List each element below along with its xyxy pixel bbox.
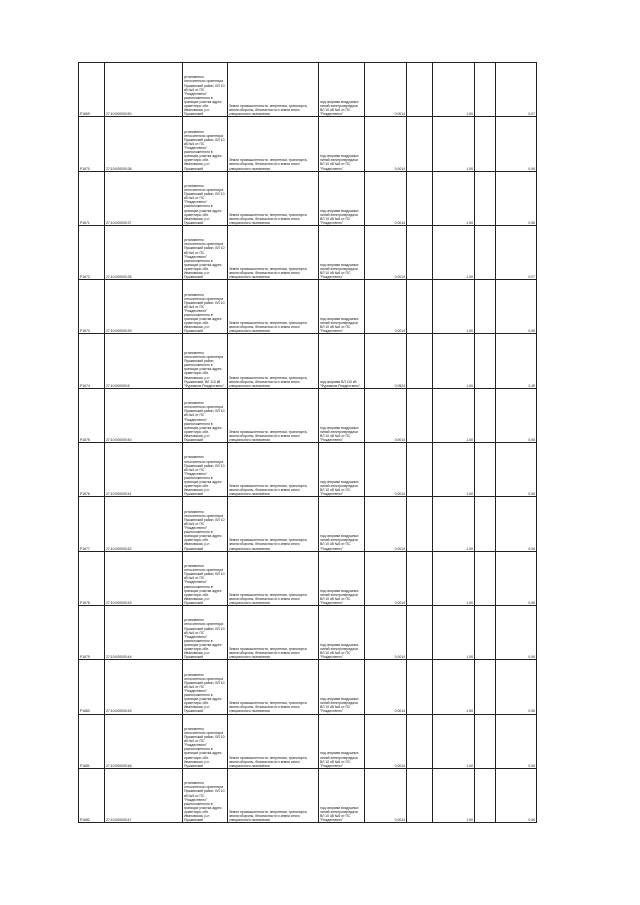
plot-id-cell [79, 334, 105, 388]
cadastral-number: 27:10:000000:38 [106, 166, 132, 171]
amount-cell [496, 443, 537, 497]
cadastral-number-cell [105, 443, 183, 497]
plot-id-cell [79, 714, 105, 768]
location-text: установлено относительно ориентира Пушкинский район, ВЛ 10 кВ №6 от ПС "Рождествено" расположенного в границах участка адрес ориентира: обл. Ивановская, р-н Пушкинский [184, 238, 225, 280]
cadastral-number: 27:10:000000:50 [106, 112, 132, 117]
permitted-use: под опорами воздушных линий электропередачи ВЛ 10 кВ №6 от ПС "Рождествено" [320, 425, 359, 442]
empty-cell [407, 334, 433, 388]
area-value: 0,0014 [394, 220, 405, 225]
location-text: установлено относительно ориентира Пушкинский район, ВЛ 10 кВ №6 от ПС "Рождествено" расположенного в границах участка адрес ориентира: обл. Ивановская, р-н Пушкинский [184, 509, 225, 551]
table-row [79, 171, 537, 225]
amount-value: 0,07 [528, 275, 535, 280]
plot-id-cell [79, 605, 105, 659]
location-cell [183, 605, 228, 659]
area-cell [365, 714, 407, 768]
plot-id-cell [79, 280, 105, 334]
area-value: 0,0014 [394, 166, 405, 171]
area-cell [365, 388, 407, 442]
plot-id: Р1669 [80, 112, 90, 117]
empty-cell [475, 117, 496, 171]
location-text: установлено относительно ориентира Пушкинский район, расположенного в границах участка адрес ориентира: обл. Ивановская, р-н Пушкинский, ВЛ 110 кВ "Фурманов-Рождествено" [184, 350, 225, 388]
table-row [79, 660, 537, 714]
empty-cell [407, 768, 433, 822]
amount-value: 0,06 [528, 709, 535, 714]
plot-id-cell [79, 443, 105, 497]
cadastral-number-cell [105, 63, 183, 117]
rate-cell [433, 660, 475, 714]
table-row [79, 388, 537, 442]
plot-id: Р1680 [80, 709, 90, 714]
empty-cell [475, 605, 496, 659]
table-body [79, 63, 537, 823]
cadastral-number-cell [105, 605, 183, 659]
empty-cell [475, 714, 496, 768]
empty-cell [407, 497, 433, 551]
amount-value: 0,06 [528, 763, 535, 768]
rate-value: 1,50 [466, 112, 473, 117]
rate-cell [433, 63, 475, 117]
table-row [79, 225, 537, 279]
land-category-cell [228, 768, 319, 822]
rate-cell [433, 171, 475, 225]
permitted-use-cell [319, 225, 365, 279]
location-text: установлено относительно ориентира Пушкинский район, ВЛ 10 кВ №6 от ПС "Рождествено" расположенного в границах участка адрес ориентира: обл. Ивановская, р-н Пушкинский [184, 129, 225, 171]
cadastral-number-cell [105, 388, 183, 442]
cadastral-number-cell [105, 334, 183, 388]
cadastral-number: 27:10:000000:37 [106, 220, 132, 225]
location-text: установлено относительно ориентира Пушкинский район, ВЛ 10 кВ №6 от ПС "Рождествено" расположенного в границах участка адрес ориентира: обл. Ивановская, р-н Пушкинский [184, 618, 225, 660]
plot-id: Р1673 [80, 329, 90, 334]
cadastral-number-cell [105, 660, 183, 714]
plot-id-cell [79, 768, 105, 822]
land-category: Земли промышленности, энергетики, транспорта, земли обороны, безопасности и земли иного специального назначения [229, 538, 308, 551]
plot-id: Р1671 [80, 220, 90, 225]
amount-cell [496, 334, 537, 388]
plot-id-cell [79, 117, 105, 171]
permitted-use-cell [319, 171, 365, 225]
land-category-cell [228, 443, 319, 497]
location-cell [183, 334, 228, 388]
land-category: Земли промышленности, энергетики, транспорта, земли обороны, безопасности и земли иного специального назначения [229, 592, 308, 605]
plot-id: Р1678 [80, 600, 90, 605]
land-plots-table [78, 62, 537, 823]
permitted-use-cell [319, 768, 365, 822]
amount-cell [496, 768, 537, 822]
cadastral-number-cell [105, 768, 183, 822]
empty-cell [407, 551, 433, 605]
permitted-use: под опорами ВЛ 110 кВ "Фурманов-Рождествено" [320, 379, 361, 388]
land-category: Земли промышленности, энергетики, транспорта, земли обороны, безопасности и земли иного специального назначения [229, 375, 308, 388]
area-value: 0,0014 [394, 492, 405, 497]
land-category-cell [228, 225, 319, 279]
cadastral-number-cell [105, 280, 183, 334]
location-cell [183, 497, 228, 551]
area-cell [365, 280, 407, 334]
permitted-use-cell [319, 388, 365, 442]
plot-id-cell [79, 63, 105, 117]
cadastral-number: 27:10:000000:36 [106, 275, 132, 280]
location-text: установлено относительно ориентира Пушкинский район, ВЛ 10 кВ №6 от ПС "Рождествено" расположенного в границах участка адрес ориентира: обл. Ивановская, р-н Пушкинский [184, 726, 225, 768]
location-cell [183, 171, 228, 225]
plot-id: Р1682 [80, 818, 90, 823]
empty-cell [407, 714, 433, 768]
plot-id: Р1676 [80, 492, 90, 497]
table-row [79, 63, 537, 117]
table-row [79, 334, 537, 388]
land-category: Земли промышленности, энергетики, транспорта, земли обороны, безопасности и земли иного специального назначения [229, 809, 308, 823]
cadastral-number-cell [105, 171, 183, 225]
amount-value: 2,49 [528, 383, 535, 388]
table-row [79, 443, 537, 497]
plot-id-cell [79, 551, 105, 605]
land-category-cell [228, 714, 319, 768]
plot-id-cell [79, 660, 105, 714]
land-category: Земли промышленности, энергетики, транспорта, земли обороны, безопасности и земли иного специального назначения [229, 755, 308, 768]
amount-value: 0,06 [528, 492, 535, 497]
permitted-use: под опорами воздушных линий электропередачи ВЛ 10 кВ №6 от ПС "Рождествено" [320, 588, 359, 605]
permitted-use-cell [319, 63, 365, 117]
empty-cell [475, 334, 496, 388]
table-row [79, 605, 537, 659]
empty-cell [475, 225, 496, 279]
area-value: 0,0524 [394, 383, 405, 388]
land-category-cell [228, 551, 319, 605]
area-cell [365, 63, 407, 117]
area-cell [365, 605, 407, 659]
empty-cell [475, 660, 496, 714]
plot-id: Р1677 [80, 546, 90, 551]
amount-value: 0,06 [528, 329, 535, 334]
amount-cell [496, 605, 537, 659]
amount-value: 0,06 [528, 220, 535, 225]
amount-cell [496, 63, 537, 117]
location-text: установлено относительно ориентира Пушкинский район, ВЛ 10 кВ №6 от ПС "Рождествено" расположенного в границах участка адрес ориентира: обл. Ивановская, р-н Пушкинский [184, 564, 225, 605]
location-cell [183, 280, 228, 334]
area-cell [365, 225, 407, 279]
empty-cell [475, 63, 496, 117]
area-value: 0,0014 [394, 546, 405, 551]
land-category-cell [228, 660, 319, 714]
area-value: 0,0014 [394, 329, 405, 334]
table-row [79, 551, 537, 605]
empty-cell [407, 63, 433, 117]
area-value: 0,0014 [394, 818, 405, 823]
location-cell [183, 225, 228, 279]
cadastral-number-cell [105, 117, 183, 171]
table-row [79, 497, 537, 551]
land-category-cell [228, 280, 319, 334]
amount-cell [496, 551, 537, 605]
rate-value: 1,50 [466, 709, 473, 714]
rate-cell [433, 768, 475, 822]
permitted-use: под опорами воздушных линий электропередачи ВЛ 10 кВ №6 от ПС "Рождествено" [320, 480, 359, 497]
plot-id: Р1679 [80, 655, 90, 660]
land-category-cell [228, 605, 319, 659]
table-row [79, 714, 537, 768]
amount-value: 0,06 [528, 437, 535, 442]
permitted-use: под опорами воздушных линий электропередачи ВЛ 10 кВ №6 от ПС "Рождествено" [320, 642, 359, 660]
amount-value: 0,07 [528, 112, 535, 117]
location-text: установлено относительно ориентира Пушкинский район, ВЛ 10 кВ №6 от ПС "Рождествено" расположенного в границах участка адрес ориентира: обл. Ивановская, р-н Пушкинский [184, 183, 225, 225]
rate-cell [433, 117, 475, 171]
location-text: установлено относительно ориентира Пушкинский район, ВЛ 10 кВ №6 от ПС "Рождествено" расположенного в границах участка адрес ориентира: обл. Ивановская, р-н Пушкинский [184, 401, 225, 442]
plot-id: Р1675 [80, 437, 90, 442]
area-cell [365, 497, 407, 551]
permitted-use: под опорами воздушных линий электропередачи ВЛ 10 кВ №6 от ПС "Рождествено" [320, 751, 359, 768]
rate-value: 1,50 [466, 492, 473, 497]
permitted-use-cell [319, 334, 365, 388]
permitted-use-cell [319, 497, 365, 551]
permitted-use: под опорами воздушных линий электропередачи ВЛ 10 кВ №6 от ПС "Рождествено" [320, 317, 359, 334]
rate-value: 1,50 [466, 383, 473, 388]
plot-id-cell [79, 388, 105, 442]
permitted-use: под опорами воздушных линий электропередачи ВЛ 10 кВ №6 от ПС "Рождествено" [320, 534, 359, 551]
land-category: Земли промышленности, энергетики, транспорта, земли обороны, безопасности и земли иного специального назначения [229, 429, 308, 442]
plot-id-cell [79, 497, 105, 551]
empty-cell [407, 605, 433, 659]
permitted-use: под опорами воздушных линий электропередачи ВЛ 10 кВ №6 от ПС "Рождествено" [320, 154, 359, 171]
permitted-use: под опорами воздушных линий электропередачи ВЛ 10 кВ №6 от ПС "Рождествено" [320, 805, 359, 823]
land-category-cell [228, 388, 319, 442]
cadastral-number: 27:10:000000:41 [106, 492, 132, 497]
empty-cell [475, 551, 496, 605]
amount-value: 0,06 [528, 166, 535, 171]
plot-id-cell [79, 225, 105, 279]
rate-cell [433, 714, 475, 768]
land-category-cell [228, 497, 319, 551]
rate-value: 1,50 [466, 220, 473, 225]
area-value: 0,0014 [394, 275, 405, 280]
location-cell [183, 551, 228, 605]
plot-id: Р1672 [80, 275, 90, 280]
amount-value: 0,06 [528, 546, 535, 551]
area-cell [365, 117, 407, 171]
area-cell [365, 443, 407, 497]
amount-cell [496, 660, 537, 714]
location-text: установлено относительно ориентира Пушкинский район, ВЛ 10 кВ №6 от ПС "Рождествено" расположенного в границах участка адрес ориентира: обл. Ивановская, р-н Пушкинский [184, 75, 225, 117]
cadastral-number-cell [105, 551, 183, 605]
location-text: установлено относительно ориентира Пушкинский район, ВЛ 10 кВ №6 от ПС "Рождествено" расположенного в границах участка адрес ориентира: обл. Ивановская, р-н Пушкинский [184, 455, 225, 497]
rate-value: 1,50 [466, 546, 473, 551]
area-value: 0,0014 [394, 763, 405, 768]
land-category: Земли промышленности, энергетики, транспорта, земли обороны, безопасности и земли иного специального назначения [229, 104, 308, 117]
area-cell [365, 334, 407, 388]
area-cell [365, 171, 407, 225]
land-category: Земли промышленности, энергетики, транспорта, земли обороны, безопасности и земли иного специального назначения [229, 158, 308, 171]
amount-cell [496, 714, 537, 768]
cadastral-number: 27:10:000000:42 [106, 546, 132, 551]
empty-cell [407, 171, 433, 225]
permitted-use-cell [319, 714, 365, 768]
rate-value: 1,50 [466, 818, 473, 823]
rate-cell [433, 280, 475, 334]
cadastral-number: 27:10:000000:45 [106, 709, 132, 714]
land-category: Земли промышленности, энергетики, транспорта, земли обороны, безопасности и земли иного специального назначения [229, 484, 308, 497]
plot-id-cell [79, 171, 105, 225]
empty-cell [475, 443, 496, 497]
empty-cell [475, 171, 496, 225]
amount-value: 0,06 [528, 600, 535, 605]
area-value: 0,0014 [394, 709, 405, 714]
cadastral-number-cell [105, 497, 183, 551]
rate-value: 1,50 [466, 655, 473, 660]
rate-cell [433, 334, 475, 388]
rate-cell [433, 605, 475, 659]
rate-value: 1,50 [466, 166, 473, 171]
location-cell [183, 768, 228, 822]
permitted-use: под опорами воздушных линий электропередачи ВЛ 10 кВ №6 от ПС "Рождествено" [320, 697, 359, 714]
plot-id: Р1674 [80, 383, 90, 388]
land-category: Земли промышленности, энергетики, транспорта, земли обороны, безопасности и земли иного специального назначения [229, 212, 308, 225]
empty-cell [407, 660, 433, 714]
amount-cell [496, 280, 537, 334]
permitted-use: под опорами воздушных линий электропередачи ВЛ 10 кВ №6 от ПС "Рождествено" [320, 208, 359, 225]
land-category-cell [228, 117, 319, 171]
location-text: установлено относительно ориентира Пушкинский район, ВЛ 10 кВ №6 от ПС "Рождествено" расположенного в границах участка адрес ориентира: обл. Ивановская, р-н Пушкинский [184, 781, 225, 823]
amount-cell [496, 388, 537, 442]
permitted-use-cell [319, 660, 365, 714]
cadastral-number: 27:10:000000:43 [106, 600, 132, 605]
permitted-use-cell [319, 551, 365, 605]
amount-cell [496, 225, 537, 279]
empty-cell [475, 280, 496, 334]
amount-value: 0,06 [528, 655, 535, 660]
land-category: Земли промышленности, энергетики, транспорта, земли обороны, безопасности и земли иного специального назначения [229, 321, 308, 334]
amount-value: 0,06 [528, 818, 535, 823]
rate-value: 1,50 [466, 763, 473, 768]
area-cell [365, 768, 407, 822]
land-category: Земли промышленности, энергетики, транспорта, земли обороны, безопасности и земли иного специального назначения [229, 646, 308, 660]
rate-value: 1,50 [466, 275, 473, 280]
location-text: установлено относительно ориентира Пушкинский район, ВЛ 10 кВ №6 от ПС "Рождествено" расположенного в границах участка адрес ориентира: обл. Ивановская, р-н Пушкинский [184, 292, 225, 334]
area-value: 0,0014 [394, 600, 405, 605]
permitted-use: под опорами воздушных линий электропередачи ВЛ 10 кВ №6 от ПС "Рождествено" [320, 262, 359, 280]
cadastral-number: 27:10:000000:40 [106, 437, 132, 442]
area-value: 0,0014 [394, 655, 405, 660]
rate-cell [433, 443, 475, 497]
amount-cell [496, 117, 537, 171]
empty-cell [407, 280, 433, 334]
empty-cell [407, 443, 433, 497]
table-row [79, 117, 537, 171]
empty-cell [407, 225, 433, 279]
cadastral-number-cell [105, 225, 183, 279]
land-category-cell [228, 63, 319, 117]
rate-value: 1,50 [466, 329, 473, 334]
area-value: 0,0014 [394, 437, 405, 442]
cadastral-number: 27:10:000000:39 [106, 329, 132, 334]
rate-cell [433, 388, 475, 442]
cadastral-number: 27:10:000000:46 [106, 763, 132, 768]
permitted-use-cell [319, 280, 365, 334]
location-cell [183, 388, 228, 442]
plot-id: Р1670 [80, 166, 90, 171]
location-cell [183, 63, 228, 117]
cadastral-number-cell [105, 714, 183, 768]
empty-cell [475, 388, 496, 442]
area-cell [365, 551, 407, 605]
table-row [79, 768, 537, 822]
cadastral-number: 27:10:000000:44 [106, 655, 132, 660]
amount-cell [496, 497, 537, 551]
area-cell [365, 660, 407, 714]
land-category: Земли промышленности, энергетики, транспорта, земли обороны, безопасности и земли иного специального назначения [229, 266, 308, 280]
location-cell [183, 660, 228, 714]
location-cell [183, 443, 228, 497]
table-row [79, 280, 537, 334]
rate-cell [433, 225, 475, 279]
empty-cell [475, 497, 496, 551]
land-category-cell [228, 334, 319, 388]
amount-cell [496, 171, 537, 225]
location-text: установлено относительно ориентира Пушкинский район, ВЛ 10 кВ №6 от ПС "Рождествено" расположенного в границах участка адрес ориентира: обл. Ивановская, р-н Пушкинский [184, 672, 225, 714]
cadastral-number: 27:10:000000:6 [106, 383, 130, 388]
location-cell [183, 714, 228, 768]
land-category: Земли промышленности, энергетики, транспорта, земли обороны, безопасности и земли иного специального назначения [229, 701, 308, 714]
permitted-use: под опорами воздушных линий электропередачи ВЛ 10 кВ №6 от ПС "Рождествено" [320, 99, 359, 117]
area-value: 0,0014 [394, 112, 405, 117]
land-category-cell [228, 171, 319, 225]
permitted-use-cell [319, 117, 365, 171]
rate-cell [433, 497, 475, 551]
empty-cell [407, 388, 433, 442]
rate-cell [433, 551, 475, 605]
permitted-use-cell [319, 443, 365, 497]
rate-value: 1,50 [466, 600, 473, 605]
empty-cell [407, 117, 433, 171]
rate-value: 1,50 [466, 437, 473, 442]
cadastral-number: 27:10:000000:47 [106, 818, 132, 823]
location-cell [183, 117, 228, 171]
plot-id: Р1681 [80, 763, 90, 768]
empty-cell [475, 768, 496, 822]
permitted-use-cell [319, 605, 365, 659]
